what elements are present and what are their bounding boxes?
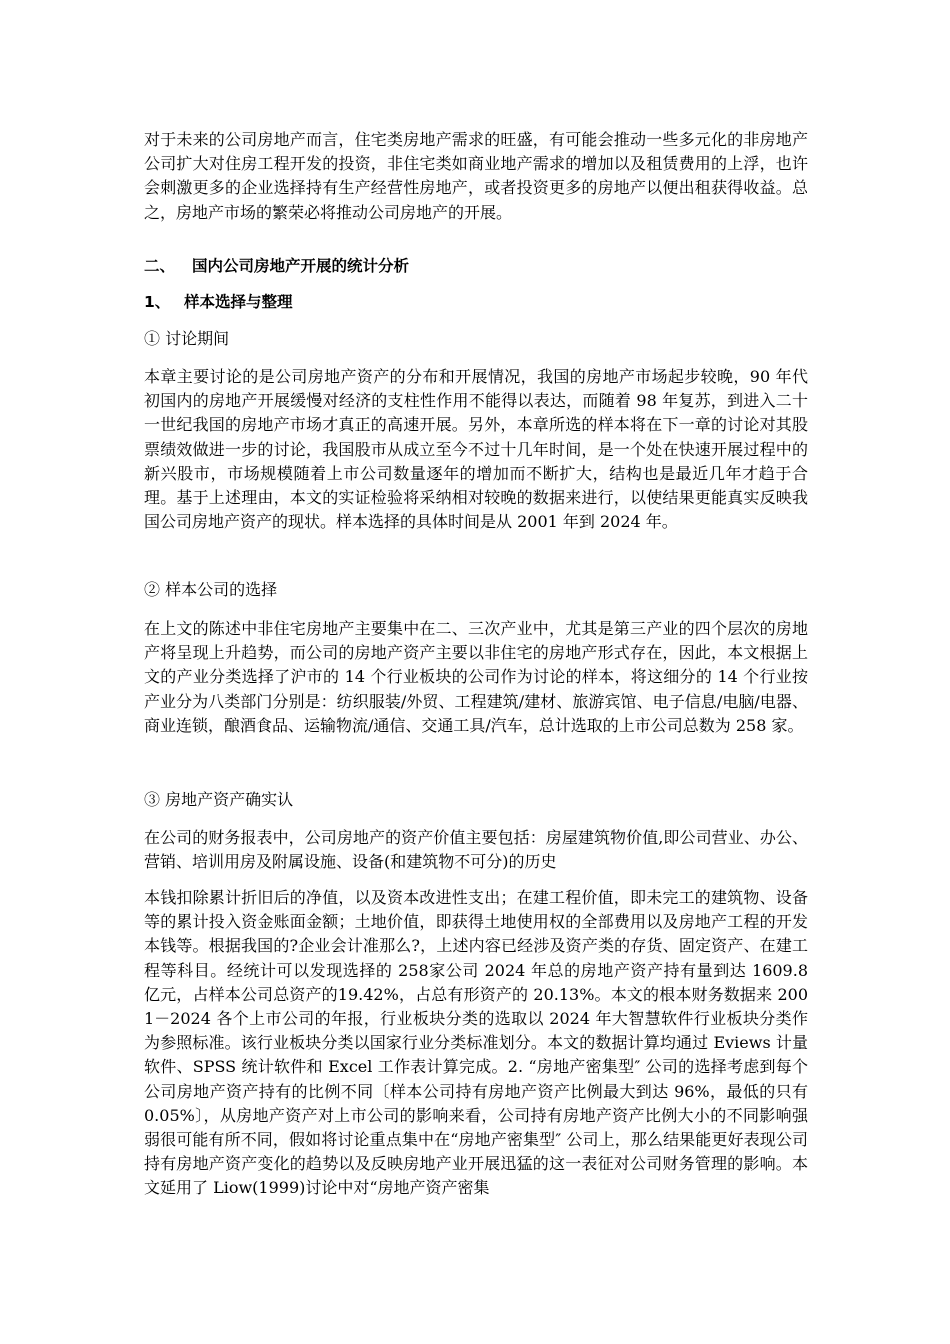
section-title: 国内公司房地产开展的统计分析 xyxy=(192,257,410,275)
paragraph-sample: 在上文的陈述中非住宅房地产主要集中在二、三次产业中，尤其是第三产业的四个层次的房地产将呈现上升趋势，而公司的房地产资产主要以非住宅的房地产形式存在，因此，本文根据上文的产业分类选择了沪市的 14 个行业板块的公司作为讨论的样本，将这细分的 14 个行业按产业分为八类部门分别是：纺织服装/外贸、工程建筑/建材、旅游宾馆、电子信息/电脑/电器、商业连锁，酿酒食品、运输物流/通信、交通工具/汽车，总计选取的上市公司总数为 258 家。 xyxy=(144,619,808,735)
subsection-number: 1、 xyxy=(144,293,171,311)
sub-heading-sample: ② 样本公司的选择 xyxy=(144,580,278,599)
section-heading xyxy=(144,254,409,278)
subsection-heading xyxy=(144,290,293,314)
paragraph-intro: 对于未来的公司房地产而言，住宅类房地产需求的旺盛，有可能会推动一些多元化的非房地产公司扩大对住房工程开发的投资，非住宅类如商业地产需求的增加以及租赁费用的上浮，也许会刺激更多的企业选择持有生产经营性房地产，或者投资更多的房地产以便出租获得收益。总之，房地产市场的繁荣必将推动公司房地产的开展。 xyxy=(144,130,808,222)
section-number: 二、 xyxy=(144,257,176,275)
sub-heading-recognition: ③ 房地产资产确实认 xyxy=(144,790,294,809)
paragraph-period: 本章主要讨论的是公司房地产资产的分布和开展情况，我国的房地产市场起步较晚，90 年代初国内的房地产开展缓慢对经济的支柱性作用不能得以表达，而随着 98 年复苏，到进入二十一世纪我国的房地产市场才真正的高速开展。另外，本章所选的样本将在下一章的讨论对其股票绩效做进一步的讨论，我国股市从成立至今不过十几年时间，是一个处在快速开展过程中的新兴股市，市场规模随着上市公司数量逐年的增加而不断扩大，结构也是最近几年才趋于合理。基于上述理由，本文的实证检验将采纳相对较晚的数据来进行，以使结果更能真实反映我国公司房地产资产的现状。样本选择的具体时间是从 2001 年到 2024 年。 xyxy=(144,367,808,532)
paragraph-recognition: 在公司的财务报表中，公司房地产的资产价值主要包括：房屋建筑物价值,即公司营业、办公、营销、培训用房及附属设施、设备(和建筑物不可分)的历史 xyxy=(144,828,808,872)
subsection-title: 样本选择与整理 xyxy=(184,293,293,311)
paragraph-details: 本钱扣除累计折旧后的净值，以及资本改进性支出；在建工程价值，即未完工的建筑物、设备等的累计投入资金账面金额；土地价值，即获得土地使用权的全部费用以及房地产工程的开发本钱等。根据我国的?企业会计准那么?，上述内容已经涉及资产类的存货、固定资产、在建工程等科目。经统计可以发现选择的 258家公司 2024 年总的房地产资产持有量到达 1609.8 亿元，占样本公司总资产的19.42%，占总有形资产的 20.13%。本文的根本财务数据来 2001－2024 各个上市公司的年报，行业板块分类的选取以 2024 年大智慧软件行业板块分类作为参照标准。该行业板块分类以国家行业分类标准划分。本文的数据计算均通过 Eviews 计量软件、SPSS 统计软件和 Excel 工作表计算完成。2. “房地产密集型″ 公司的选择考虑到每个公司房地产资产持有的比例不同〔样本公司持有房地产资产比例最大到达 96%，最低的只有 0.05%〕，从房地产资产对上市公司的影响来看，公司持有房地产资产比例大小的不同影响强弱很可能有所不同，假如将讨论重点集中在“房地产密集型″ 公司上，那么结果能更好表现公司持有房地产资产变化的趋势以及反映房地产业开展迅猛的这一表征对公司财务管理的影响。本文延用了 Liow(1999)讨论中对“房地产资产密集 xyxy=(144,888,808,1198)
sub-heading-period: ① 讨论期间 xyxy=(144,329,230,348)
